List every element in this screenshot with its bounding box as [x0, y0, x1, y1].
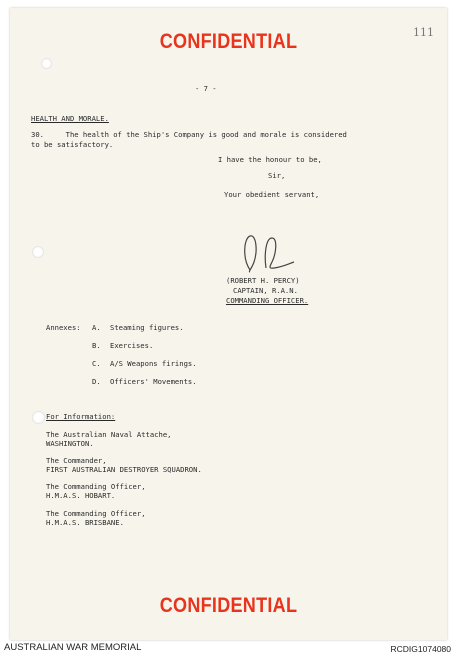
annex-text: A/S Weapons firings. — [110, 359, 197, 368]
annex-letter: C. — [92, 359, 101, 368]
signature — [236, 228, 306, 278]
punch-hole-top — [41, 58, 52, 69]
paragraph-line-2: to be satisfactory. — [31, 140, 114, 149]
page-mark: 111 — [413, 26, 434, 39]
paragraph-line-1: 30. The health of the Ship's Company is good and morale is considered — [31, 130, 347, 139]
section-heading: HEALTH AND MORALE. — [31, 114, 109, 123]
recipient-line: H.M.A.S. HOBART. — [46, 491, 116, 500]
recipient-line: The Commander, — [46, 456, 107, 465]
recipient-line: H.M.A.S. BRISBANE. — [46, 518, 124, 527]
recipient-line: The Commanding Officer, — [46, 482, 146, 491]
confidential-stamp-top: CONFIDENTIAL — [159, 30, 298, 53]
annex-letter: B. — [92, 341, 101, 350]
recipient-line: WASHINGTON. — [46, 439, 94, 448]
info-heading: For Information: — [46, 412, 116, 421]
signer-name: (ROBERT H. PERCY) — [226, 276, 300, 285]
punch-hole-middle — [32, 246, 44, 258]
recipient-line: The Australian Naval Attache, — [46, 430, 172, 439]
closing-line-3: Your obedient servant, — [224, 190, 320, 199]
annex-text: Steaming figures. — [110, 323, 184, 332]
closing-line-2: Sir, — [268, 171, 286, 180]
footer-record-id: RCDIG1074080 — [390, 644, 451, 654]
annex-letter: D. — [92, 377, 101, 386]
annex-text: Officers' Movements. — [110, 377, 197, 386]
punch-hole-bottom — [32, 411, 45, 424]
recipient-line: FIRST AUSTRALIAN DESTROYER SQUADRON. — [46, 465, 202, 474]
page-number: - 7 - — [195, 84, 217, 93]
signer-title: COMMANDING OFFICER. — [226, 296, 309, 305]
closing-line-1: I have the honour to be, — [218, 155, 322, 164]
footer-archive-name: AUSTRALIAN WAR MEMORIAL — [4, 642, 142, 653]
recipient-line: The Commanding Officer, — [46, 509, 146, 518]
confidential-stamp-bottom: CONFIDENTIAL — [159, 594, 298, 617]
annex-letter: A. — [92, 323, 101, 332]
signer-rank: CAPTAIN, R.A.N. — [233, 286, 298, 295]
document-page — [10, 8, 447, 640]
annex-text: Exercises. — [110, 341, 154, 350]
annexes-label: Annexes: — [46, 323, 81, 332]
